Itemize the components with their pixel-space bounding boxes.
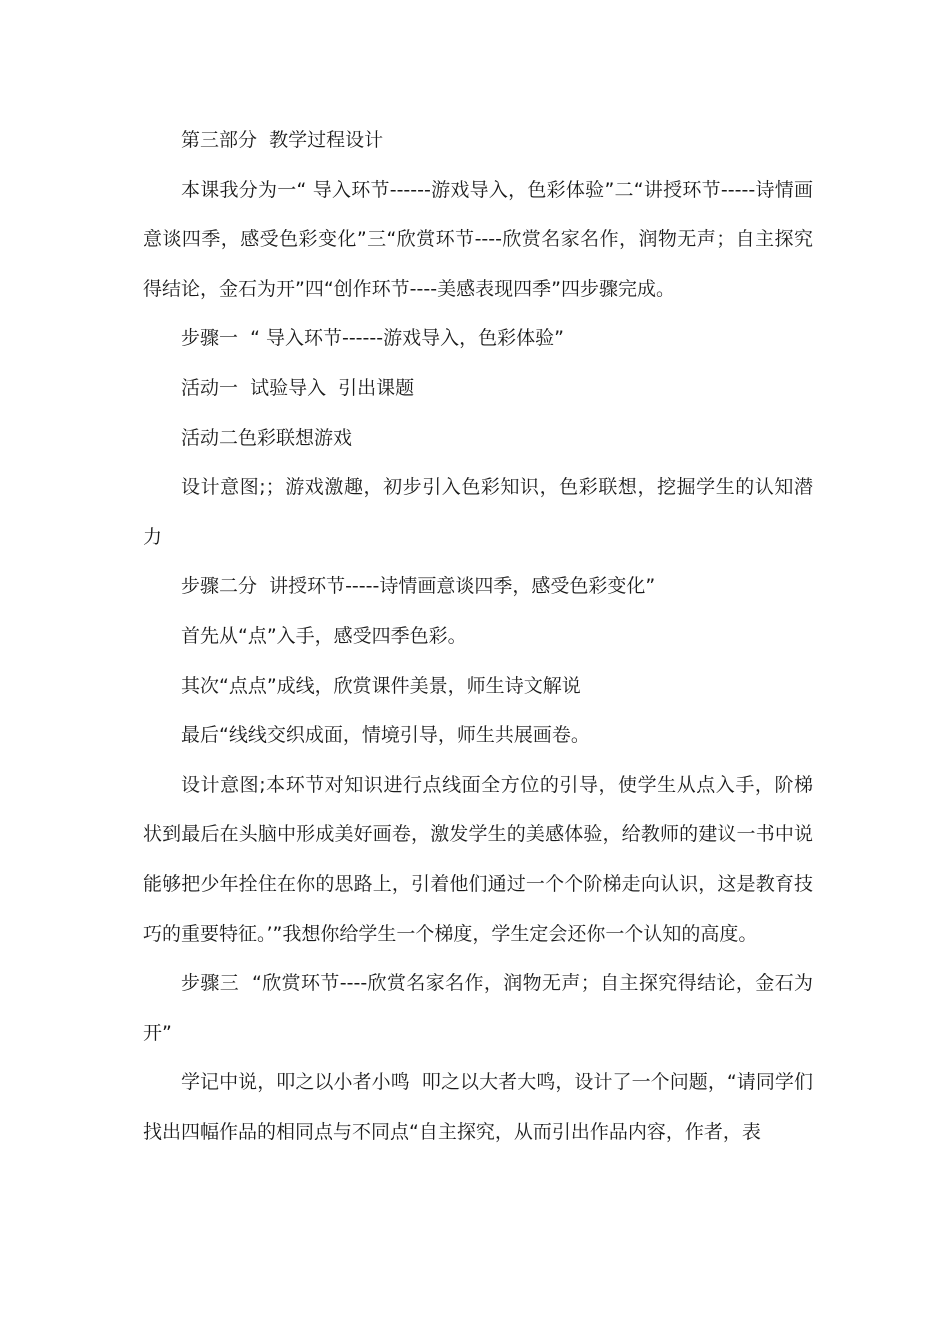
step-two-heading: 步骤二分 讲授环节-----诗情画意谈四季，感受色彩变化” xyxy=(181,575,656,598)
step-two-second: 其次“点点”成线，欣赏课件美景，师生诗文解说 xyxy=(181,674,581,697)
step-one-heading: 步骤一 “ 导入环节------游戏导入，色彩体验” xyxy=(181,327,564,350)
document-body xyxy=(143,116,813,1157)
step-three-heading: 步骤三 “欣赏环节----欣赏名家名作，润物无声；自主探究得结论，金石为开” xyxy=(143,972,813,1044)
step-three-paragraph: 学记中说，叩之以小者小鸣 叩之以大者大鸣，设计了一个问题，“请同学们找出四幅作品的相同点与不同点“自主探究，从而引出作品内容，作者，表 xyxy=(143,1071,813,1143)
section-heading: 第三部分 教学过程设计 xyxy=(181,129,384,151)
activity-two: 活动二色彩联想游戏 xyxy=(181,426,353,449)
design-intent-two: 设计意图;本环节对知识进行点线面全方位的引导，使学生从点入手，阶梯状到最后在头脑中形成美好画卷，激发学生的美感体验，给教师的建议一书中说能够把少年拴住在你的思路上，引着他们通过一个个阶梯走向认识，这是教育技巧的重要特征。’”我想你给学生一个梯度，学生定会还你一个认知的高度。 xyxy=(143,773,813,945)
step-two-first: 首先从“点”入手，感受四季色彩。 xyxy=(181,624,467,647)
overview-paragraph: 本课我分为一“ 导入环节------游戏导入，色彩体验”二“讲授环节-----诗情画意谈四季，感受色彩变化”三“欣赏环节----欣赏名家名作，润物无声；自主探究得结论，金石为开”四“创作环节----美感表现四季”四步骤完成。 xyxy=(143,178,813,300)
design-intent-one: 设计意图;；游戏激趣，初步引入色彩知识，色彩联想，挖掘学生的认知潜力 xyxy=(143,476,813,548)
activity-one: 活动一 试验导入 引出课题 xyxy=(181,376,415,399)
step-two-last: 最后“线线交织成面，情境引导，师生共展画卷。 xyxy=(181,724,590,747)
